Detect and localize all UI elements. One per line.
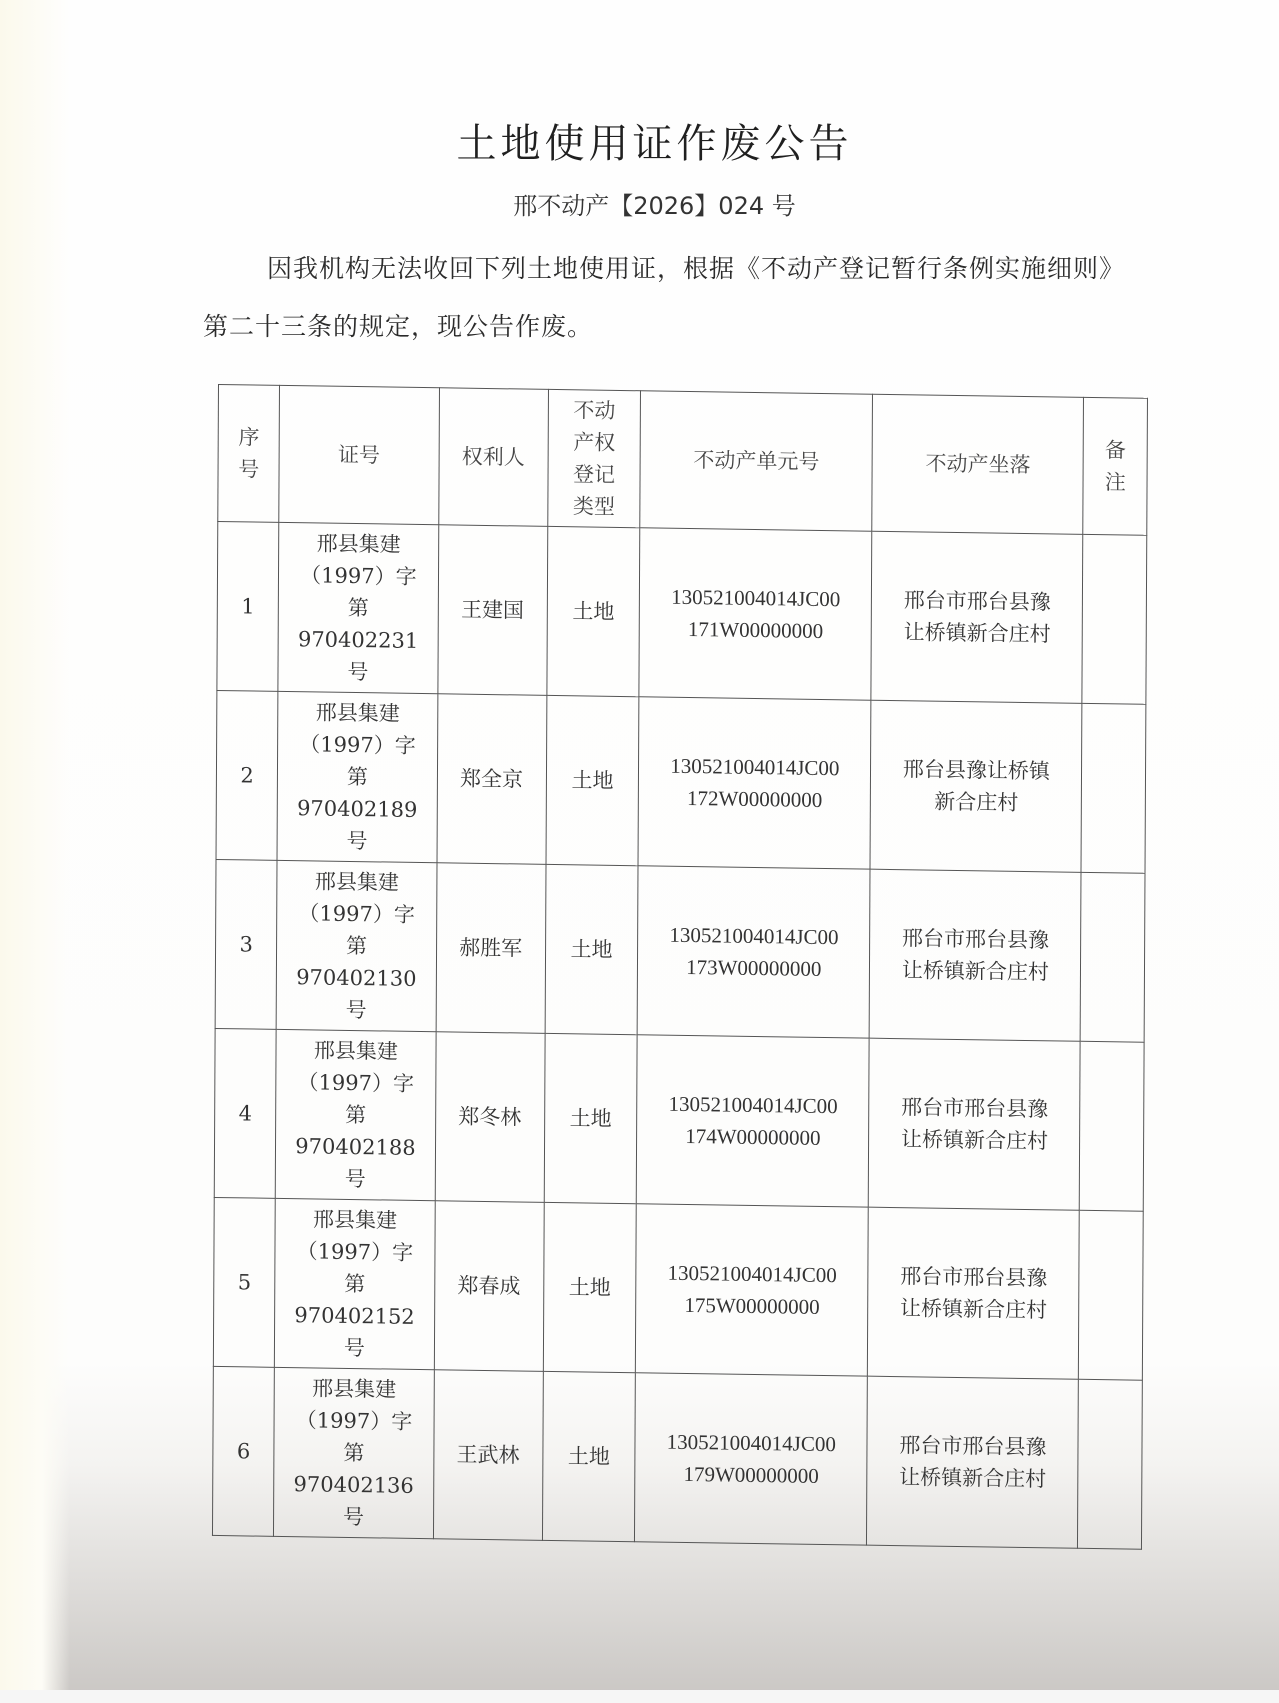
header-location: 不动产坐落 xyxy=(872,394,1084,534)
cell-reg-type: 土地 xyxy=(545,864,638,1034)
cell-remark xyxy=(1080,1041,1144,1211)
cell-reg-type: 土地 xyxy=(547,526,640,696)
header-reg-type: 不动 产权 登记 类型 xyxy=(548,389,641,527)
cell-holder: 王武林 xyxy=(433,1370,543,1541)
bottom-margin xyxy=(0,1690,1279,1703)
header-seq: 序 号 xyxy=(218,385,280,523)
notice-paragraph: 因我机构无法收回下列土地使用证，根据《不动产登记暂行条例实施细则》第二十三条的规定，现公告作废。 xyxy=(203,254,1113,341)
cell-unit-no: 130521004014JC00 172W00000000 xyxy=(638,697,871,869)
cell-location: 邢台县豫让桥镇 新合庄村 xyxy=(870,700,1082,872)
header-cert-no: 证号 xyxy=(279,385,439,524)
cell-reg-type: 土地 xyxy=(546,695,639,865)
cell-cert-no: 邢县集建 （1997）字 第 970402136 号 xyxy=(274,1367,434,1538)
cell-location: 邢台市邢台县豫 让桥镇新合庄村 xyxy=(869,1038,1081,1210)
cell-seq: 1 xyxy=(217,521,279,691)
cell-remark xyxy=(1079,1210,1143,1380)
cell-unit-no: 130521004014JC00 179W00000000 xyxy=(635,1373,868,1545)
notice-title: 土地使用证作废公告 xyxy=(456,121,853,167)
header-unit-no: 不动产单元号 xyxy=(640,391,873,531)
cell-location: 邢台市邢台县豫 让桥镇新合庄村 xyxy=(869,869,1081,1041)
cell-location: 邢台市邢台县豫 让桥镇新合庄村 xyxy=(868,1207,1080,1379)
cell-seq: 6 xyxy=(212,1366,274,1536)
cell-holder: 郑冬林 xyxy=(435,1032,545,1203)
table-row xyxy=(215,859,1145,1042)
cell-unit-no: 130521004014JC00 171W00000000 xyxy=(639,528,872,700)
cell-cert-no: 邢县集建 （1997）字 第 970402189 号 xyxy=(277,691,437,862)
cell-holder: 郑全京 xyxy=(437,694,547,865)
cell-reg-type: 土地 xyxy=(542,1371,635,1541)
cell-holder: 王建国 xyxy=(437,525,547,696)
cell-holder: 郑春成 xyxy=(434,1201,544,1372)
table-header-row xyxy=(218,385,1148,536)
header-remark: 备 注 xyxy=(1083,397,1147,535)
table-row xyxy=(216,690,1146,873)
cell-unit-no: 130521004014JC00 173W00000000 xyxy=(637,866,870,1038)
cell-location: 邢台市邢台县豫 让桥镇新合庄村 xyxy=(867,1376,1079,1548)
table-row xyxy=(212,1366,1142,1549)
table-row xyxy=(213,1197,1143,1380)
cell-holder: 郝胜军 xyxy=(436,863,546,1034)
cell-cert-no: 邢县集建 （1997）字 第 970402152 号 xyxy=(275,1198,435,1369)
cell-unit-no: 130521004014JC00 174W00000000 xyxy=(637,1035,870,1207)
cell-cert-no: 邢县集建 （1997）字 第 970402130 号 xyxy=(276,860,436,1031)
cell-seq: 2 xyxy=(216,690,278,860)
cell-unit-no: 130521004014JC00 175W00000000 xyxy=(636,1204,869,1376)
cell-remark xyxy=(1081,872,1145,1042)
cell-remark xyxy=(1082,534,1146,704)
cell-remark xyxy=(1081,703,1145,873)
cell-cert-no: 邢县集建 （1997）字 第 970402231 号 xyxy=(278,522,438,693)
cell-cert-no: 邢县集建 （1997）字 第 970402188 号 xyxy=(276,1029,436,1200)
cell-reg-type: 土地 xyxy=(543,1202,636,1372)
page-edge-shadow xyxy=(0,0,70,1703)
table-row xyxy=(214,1028,1144,1211)
cell-seq: 3 xyxy=(215,859,277,1029)
cell-seq: 5 xyxy=(213,1197,275,1367)
cell-location: 邢台市邢台县豫 让桥镇新合庄村 xyxy=(871,531,1083,703)
cell-reg-type: 土地 xyxy=(544,1033,637,1203)
voided-certificates-table xyxy=(212,384,1148,1550)
table-row xyxy=(217,521,1147,704)
cell-remark xyxy=(1078,1379,1142,1549)
cell-seq: 4 xyxy=(214,1028,276,1198)
document-number: 邢不动产【2026】024 号 xyxy=(513,192,796,220)
header-holder: 权利人 xyxy=(438,388,548,527)
